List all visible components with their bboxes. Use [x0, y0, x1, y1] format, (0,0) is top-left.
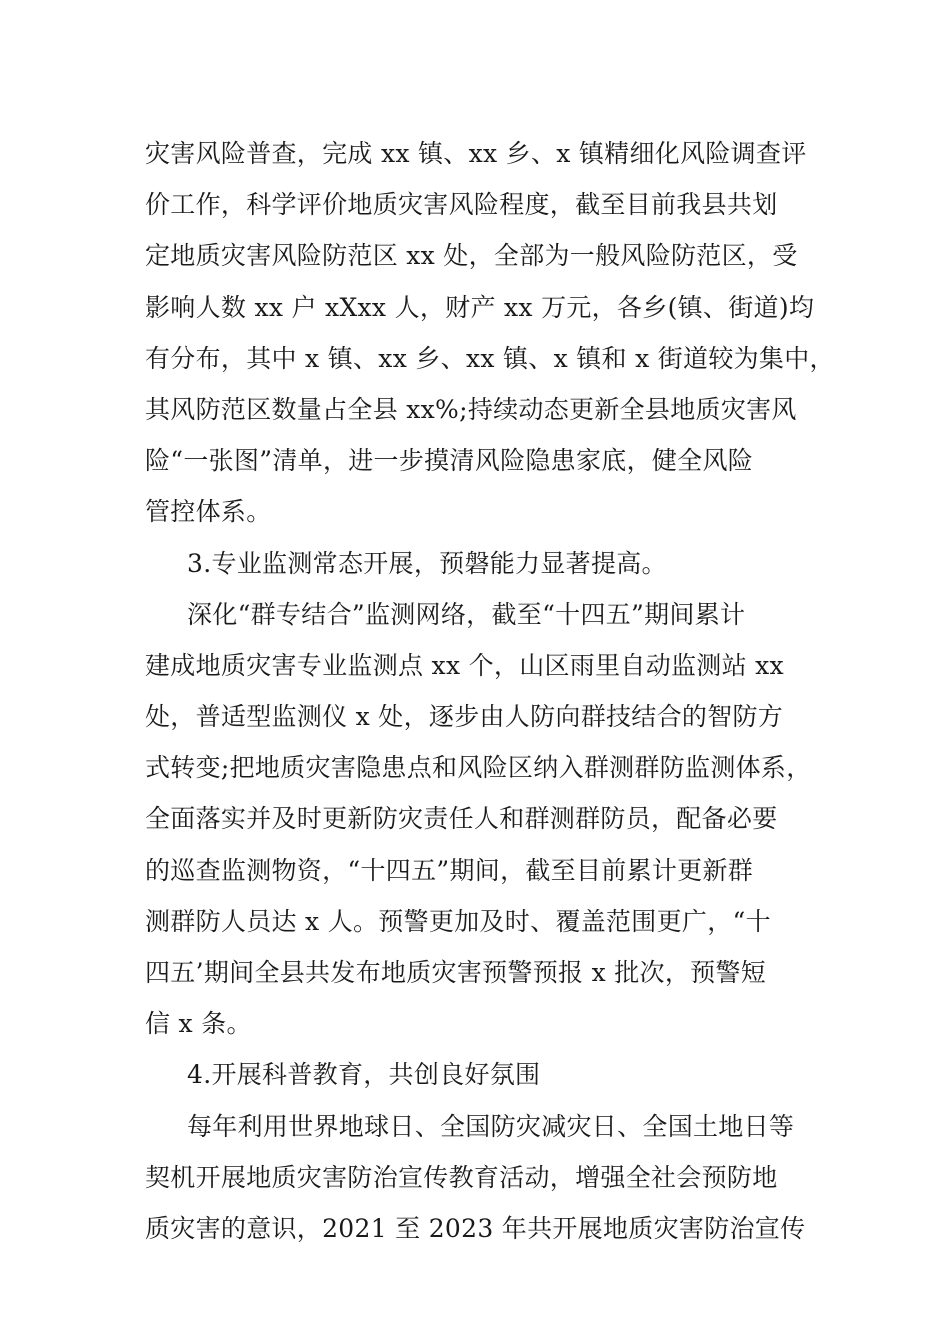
body-text-line: 测群防人员达 x 人。预警更加及时、覆盖范围更广，“十 [145, 906, 771, 936]
body-text-line: 建成地质灾害专业监测点 xx 个，山区雨里自动监测站 xx [145, 650, 784, 680]
body-text-line: 定地质灾害风险防范区 xx 处，全部为一般风险防范区，受 [145, 241, 798, 271]
body-text-line: 其风防范区数量占全县 xx%;持续动态更新全县地质灾害风 [145, 394, 797, 424]
section-heading: 4.开展科普教育，共创良好氛围 [187, 1060, 541, 1090]
body-text-line: 契机开展地质灾害防治宣传教育活动，增强全社会预防地 [145, 1162, 778, 1192]
body-text-line: 深化“群专结合”监测网络，截至“十四五”期间累计 [187, 599, 746, 629]
body-text-line: 灾害风险普查，完成 xx 镇、xx 乡、x 镇精细化风险调查评 [145, 139, 807, 168]
body-text-line: 处，普适型监测仪 x 处，逐步由人防向群技结合的智防方 [145, 702, 784, 732]
body-text-line: 价工作，科学评价地质灾害风险程度，截至目前我县共划 [145, 190, 778, 220]
body-text-line: 质灾害的意识，2021 至 2023 年共开展地质灾害防治宣传 [145, 1213, 806, 1243]
body-text-line: 全面落实并及时更新防灾责任人和群测群防员，配备必要 [145, 804, 778, 834]
section-heading: 3.专业监测常态开展，预磐能力显著提高。 [187, 548, 667, 578]
body-text-line: 管控体系。 [145, 497, 272, 527]
body-text-line: 影响人数 xx 户 xXxx 人，财产 xx 万元，各乡(镇、街道)均 [145, 292, 815, 322]
body-text-line: 的巡查监测物资，“十四五”期间，截至目前累计更新群 [145, 855, 754, 885]
body-text-line: 四五’期间全县共发布地质灾害预警预报 x 批次，预警短 [145, 958, 767, 987]
document-body [145, 128, 835, 1254]
body-text-line: 信 x 条。 [145, 1009, 252, 1039]
body-text-line: 式转变;把地质灾害隐患点和风险区纳入群测群防监测体系， [145, 753, 812, 783]
body-text-line: 险“一张图”清单，进一步摸清风险隐患家底，健全风险 [145, 446, 754, 476]
body-text-line: 有分布，其中 x 镇、xx 乡、xx 镇、x 镇和 x 街道较为集中， [145, 343, 835, 373]
body-text-line: 每年利用世界地球日、全国防灾减灾日、全国土地日等 [187, 1111, 795, 1141]
